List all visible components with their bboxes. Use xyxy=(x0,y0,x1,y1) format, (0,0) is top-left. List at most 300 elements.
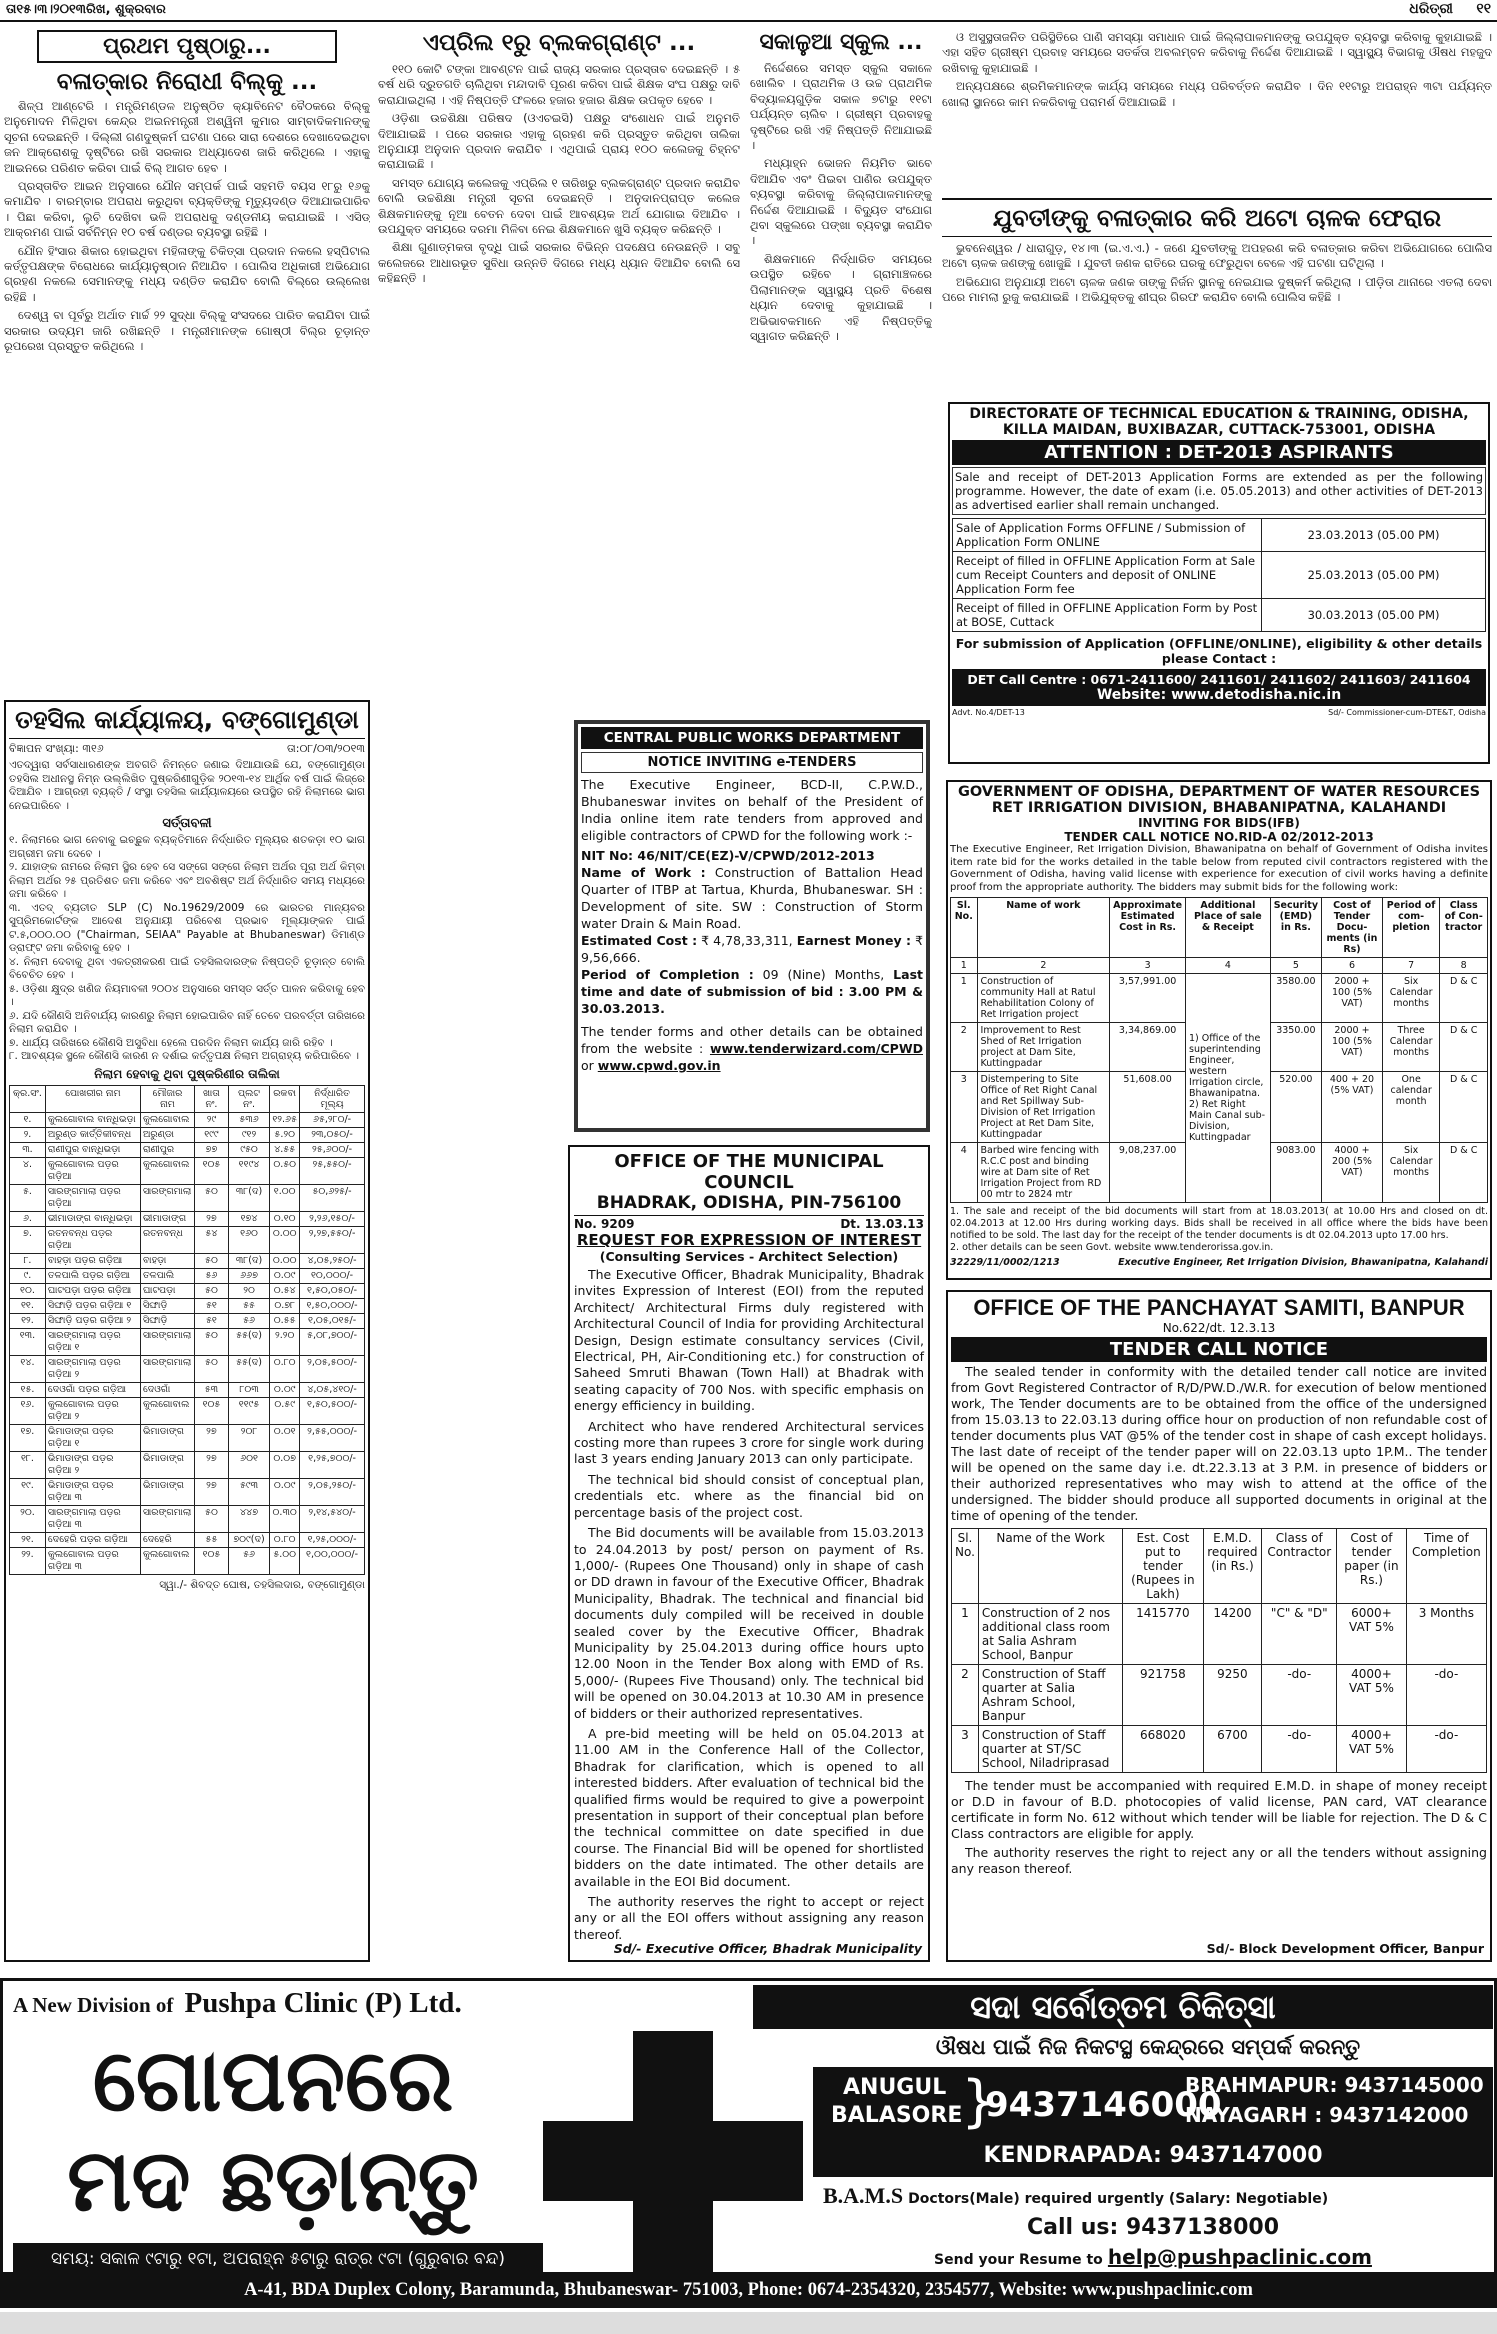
table-row xyxy=(10,1397,365,1424)
anugul-label: ANUGUL xyxy=(843,2075,947,2100)
cell: ୩୮(ଦ) xyxy=(228,1253,269,1268)
cell: 3 Months xyxy=(1406,1604,1486,1665)
cell: ୫୦ xyxy=(195,1328,229,1355)
cell: ୦.୫୦ xyxy=(270,1157,300,1184)
det-website-link[interactable]: Website: www.detodisha.nic.in xyxy=(1096,687,1342,703)
label: Last time and date of submission of bid : xyxy=(581,967,923,999)
cell: 4000 + 200 (5% VAT) xyxy=(1322,1143,1383,1203)
cell: -do- xyxy=(1406,1726,1486,1773)
cell: -do- xyxy=(1262,1726,1337,1773)
cell: ୬. xyxy=(10,1211,46,1226)
bams-line xyxy=(823,2183,1493,2209)
email-link[interactable]: help@pushpaclinic.com xyxy=(1107,2245,1372,2269)
cell: ୧୩. xyxy=(10,1328,46,1355)
note-item: 2. other details can be seen Govt. website www.tenderorissa.gov.in. xyxy=(950,1242,1274,1253)
cell: ୦.୫୫ xyxy=(270,1313,300,1328)
schedule-label: Sale of Application Forms OFFLINE / Submission of Application Form ONLINE xyxy=(953,519,1262,552)
cell: ୨୭ xyxy=(195,1478,229,1505)
cell: ଭିମାଡାଙ୍ଗ ପଡ଼ର ଗଡ଼ିଆ ୧ xyxy=(45,1424,140,1451)
col-header: Cost of tender paper (in Rs.) xyxy=(1337,1529,1407,1604)
label: Earnest Money : xyxy=(796,933,912,948)
bhadrak-meta xyxy=(574,1215,924,1231)
cell: କୁଲଗୋବାଲ xyxy=(140,1397,194,1424)
cell: ୯୫୦ xyxy=(228,1142,269,1157)
cell: ସାରଙ୍ଗମାଲା xyxy=(140,1184,194,1211)
tehsil-notice xyxy=(4,700,370,1962)
timing: ସମୟ: ସକାଳ ୯ଟାରୁ ୧ଟା, ଅପରାହ୍ନ ୫ଟାରୁ ରାତ୍ର ୯ଟା (ଗୁରୁବାର ବନ୍ଦ) xyxy=(51,2249,505,2269)
col-header: Period of com-pletion xyxy=(1382,898,1439,958)
cell: ୧୨.୬୫ xyxy=(270,1112,300,1127)
cell: 1 xyxy=(952,1604,979,1665)
cell: ୫୫(ଦ) xyxy=(228,1355,269,1382)
schedule-date: 30.03.2013 (05.00 PM) xyxy=(1262,599,1486,632)
headline: ସକାଳୁଆ ସ୍କୁଲ ... xyxy=(759,30,923,55)
timing-bar xyxy=(13,2243,543,2275)
water-signature: Executive Engineer, Ret Irrigation Division, Bhawanipatna, Kalahandi xyxy=(1118,1257,1488,1268)
cell: ୧୬. xyxy=(10,1397,46,1424)
cell: ବାହଡ଼ା xyxy=(140,1253,194,1268)
col-header: Sl. No. xyxy=(951,898,978,958)
cell: ୧୧୯୫ xyxy=(228,1397,269,1424)
banpur-tcn: TENDER CALL NOTICE xyxy=(951,1337,1487,1362)
para: ଶିଳ୍ପ ଆଣ୍ଟେରି । ମନ୍ତ୍ରିମଣ୍ଡଳ ଅନୁଷ୍ଠିତ କ୍ୟାବିନେଟ ବୈଠକରେ ବିଲ୍‌କୁ ଅନୁମୋଦନ ମିଳିଥିବା କେନ୍ଦ୍ର ଅଇନମନ୍ତ୍ରୀ ଅଶ୍ୱିନୀ କୁମାର ସାମ୍ବାଦିକମାନଙ୍କୁ ସୂଚନା ଦେଇଛନ୍ତି । ଦିଲ୍ଲୀ ଗଣଦୁଷ୍କର୍ମ ଘଟଣା ପରେ ସାରା ଦେଶରେ ଦେଖାଦେଇଥିବା ଜନ ଆକ୍ରୋଶକୁ ଦୃଷ୍ଟିରେ ରଖି ସରକାର ଅଧ୍ୟାଦେଶ ଜାରି କରିଥିଲେ । ଏହାକୁ ଆଇନରେ ପରିଣତ କରିବା ପାଇଁ ବିଲ୍ ଆଗତ ହେବ । xyxy=(4,99,370,175)
cell: 4000+ VAT 5% xyxy=(1337,1726,1407,1773)
cell: ୧୬୦ xyxy=(228,1226,269,1253)
para: The Bid documents will be available from 15.03.2013 to 24.04.2013 by post/ person on payment of Rs. 1,000/- (Rupees One Thousand) only in shape of cash or DD drawn in favour of the Executive Officer, Bhadrak Municipality, Bhadrak. The technical and financial bid documents duly compiled will be received in double sealed cover by the Executive Officer, Bhadrak Municipality by 25.04.2013 during office hours upto 12.00 Noon in the Tender Box along with EMD of Rs. 5,000/- (Rupees Five Thousand) only. The technical bid will be opened on 30.04.2013 at 10.30 AM in presence of bidders or their authorized representatives. xyxy=(574,1525,924,1721)
cell: ୫.୨୦ xyxy=(270,1127,300,1142)
slogan-bar xyxy=(753,1985,1493,2029)
para: The authority reserves the right to accept or reject any or all the EOI offers without assigning any reason thereof. xyxy=(574,1894,924,1942)
cell: ୦.୫୪ xyxy=(270,1283,300,1298)
call-centre-text: DET Call Centre : 0671-2411600/ 2411601/ 2411602/ 2411603/ 2411604 xyxy=(967,672,1471,687)
tenderwizard-link[interactable]: www.tenderwizard.com/CPWD xyxy=(709,1041,923,1056)
cell: 3,34,869.00 xyxy=(1110,1023,1186,1072)
cell: କୁଲଗୋବାଲ ବାନ୍ଧିଭଡ଼ା xyxy=(45,1112,140,1127)
para: ଅନ୍ୟପକ୍ଷରେ ଶ୍ରମିକମାନଙ୍କ କାର୍ଯ୍ୟ ସମୟରେ ମଧ୍ୟ ପରିବର୍ତ୍ତନ କରାଯିବ । ଦିନ ୧୧ଟାରୁ ଅପରାହ୍ନ ୩ଟା ପର୍ଯ୍ୟନ୍ତ ଖୋଲା ସ୍ଥାନରେ କାମ ନକରିବାକୁ ପରାମର୍ଶ ଦିଆଯାଇଛି । xyxy=(942,79,1492,109)
para: A pre-bid meeting will be held on 05.04.2013 at 11.00 AM in the Conference Hall of the Collector, Bhadrak for clarification, which is opened to all interested bidders. After evaluation of technical bid the qualified firms would be required to give a powerpoint presentation in support of their conceptual plan before the technical committee on date specified in due course. The Financial Bid will be opened for shortlisted bidders on the date intimated. The other details are available in the EOI Bid document. xyxy=(574,1725,924,1889)
bams-text: Doctors(Male) required urgently (Salary: Negotiable) xyxy=(908,2191,1329,2207)
cell: ୪,୦୫,୪୧୦/- xyxy=(300,1382,365,1397)
cell: ଘାଟପଡ଼ା ପଡ଼ର ଗଡ଼ିଆ xyxy=(45,1283,140,1298)
cell: ୦.୫୯ xyxy=(270,1397,300,1424)
cell: ୫୦ xyxy=(195,1505,229,1532)
cell: ସାରଙ୍ଗମାଲା ପଡ଼ର ଗଡ଼ିଆ ୧ xyxy=(45,1328,140,1355)
col-header: Class of Contractor xyxy=(1262,1529,1337,1604)
resume-text: Send your Resume to xyxy=(934,2252,1103,2268)
table-header-row xyxy=(10,1085,365,1112)
ref-date: Dt. 13.03.13 xyxy=(840,1217,924,1231)
label: Estimated Cost : xyxy=(581,933,698,948)
para: ଓ ଅସୁସ୍ଥତାଜନିତ ପରିସ୍ଥିତିରେ ପାଣି ସମସ୍ୟା ସମାଧାନ ପାଇଁ ଜିଲ୍ଲାପାଳମାନଙ୍କୁ ଉପଯୁକ୍ତ ବ୍ୟବସ୍ଥା କରିବାକୁ କୁହାଯାଇଛି । ଏହା ସହିତ ଗ୍ରୀଷ୍ମ ପ୍ରବାହ ସମୟରେ ସତର୍କତା ଅବଲମ୍ବନ କରିବାକୁ ନିର୍ଦ୍ଦେଶ ଦିଆଯାଇଛି । ସ୍ୱାସ୍ଥ୍ୟ ବିଭାଗକୁ ଔଷଧ ମହଜୁଦ ରଖିବାକୁ କୁହାଯାଇଛି । xyxy=(942,30,1492,75)
cpwd-cost xyxy=(581,932,923,966)
cell: ୫. xyxy=(10,1184,46,1211)
notice-intro: ଏତଦ୍ୱାରା ସର୍ବସାଧାରଣଙ୍କ ଅବଗତି ନିମନ୍ତେ ଜଣାଇ ଦିଆଯାଉଛି ଯେ, ବଙ୍ଗୋମୁଣ୍ଡା ତହସିଲ ଅଧୀନସ୍ଥ ନିମ୍ନ ଉଲ୍ଲିଖିତ ପୁଷ୍କରିଣୀଗୁଡ଼ିକ ୨୦୧୩-୧୪ ଆର୍ଥିକ ବର୍ଷ ପାଇଁ ଲିଜ୍‌ରେ ଦିଆଯିବ । ଆଗ୍ରହୀ ବ୍ୟକ୍ତି / ସଂସ୍ଥା ତହସିଲ କାର୍ଯ୍ୟାଳୟରେ ଉପସ୍ଥିତ ରହି ନିଲାମରେ ଭାଗ ନେଇପାରିବେ । xyxy=(9,759,365,812)
cell: ୫୪ xyxy=(195,1226,229,1253)
cell: ୩୮(ଦ) xyxy=(228,1184,269,1211)
cell: ୨,୨୬,୧୫୦/- xyxy=(300,1211,365,1226)
table-row xyxy=(10,1184,365,1211)
tehsil-signature: ସ୍ୱା./- ଶିବଦ୍ତ ଘୋଷ, ତହସିଲଦାର, ବଙ୍ଗୋମୁଣ୍ଡା xyxy=(159,1578,365,1591)
table-row xyxy=(10,1547,365,1574)
table-row xyxy=(10,1142,365,1157)
col-number: 5 xyxy=(1270,958,1321,974)
cell: 9083.00 xyxy=(1270,1143,1321,1203)
table-row xyxy=(10,1424,365,1451)
cell: କୁଲଗୋବାଲ xyxy=(140,1112,194,1127)
address-bar xyxy=(0,2272,1497,2308)
cpwd-title: CENTRAL PUBLIC WORKS DEPARTMENT xyxy=(581,727,923,749)
cell: D & C xyxy=(1440,1072,1488,1143)
cell: ୦.୮୦ xyxy=(270,1532,300,1547)
headline: ତହସିଲ କାର୍ଯ୍ୟାଳୟ, ବଙ୍ଗୋମୁଣ୍ଡା xyxy=(9,705,365,739)
article-auto-driver xyxy=(942,198,1492,398)
or-text: or xyxy=(581,1058,594,1073)
cell: କୁଲଗୋବାଲ ପଡ଼ର ଗଡ଼ିଆ ୨ xyxy=(45,1397,140,1424)
cell: ୪. xyxy=(10,1157,46,1184)
value: Construction of Battalion Head Quarter of ITBP at Tartua, Khurda, Bhubaneswar. SH : Development of site. SW : Construction of Storm water Drain & Main Road. xyxy=(581,865,923,931)
table-row xyxy=(952,1604,1487,1665)
cell: 2 xyxy=(951,1023,978,1072)
cell: Barbed wire fencing with R.C.C post and binding wire at Dam site of Ret Irrigation Project from RD 00 mtr to 2824 mtr xyxy=(977,1143,1110,1203)
cell: ୧,୦୦,୦୦୦/- xyxy=(300,1547,365,1574)
condition-item: ୫. ଓଡ଼ିଶା କ୍ଷୁଦ୍ର ଖଣିଜ ନିୟମାବଳୀ ୨୦୦୪ ଅନୁସାରେ ସମସ୍ତ ସର୍ତ୍ତ ପାଳନ କରିବାକୁ ହେବ । xyxy=(9,982,365,1008)
kicker-box xyxy=(37,30,337,63)
cell: ୪.୫୫ xyxy=(270,1142,300,1157)
det-line2: KILLA MAIDAN, BUXIBAZAR, CUTTACK-753001, ODISHA xyxy=(1002,422,1436,438)
cell: ରତନବନ୍ଧ ପଡ଼ର ଗଡ଼ିଆ xyxy=(45,1226,140,1253)
cross-icon xyxy=(543,2031,803,2291)
water-footer xyxy=(950,1257,1488,1268)
conditions-title: ସର୍ତ୍ତାବଳୀ xyxy=(162,816,212,831)
table-row xyxy=(10,1157,365,1184)
value: 3.00 PM & 30.03.2013. xyxy=(581,984,923,1016)
cell: ୨. xyxy=(10,1127,46,1142)
cell: ୬୬୭ xyxy=(228,1268,269,1283)
cell: କୁଲଗୋବାଲ ପଡ଼ର ଗଡ଼ିଆ ୩ xyxy=(45,1547,140,1574)
water-ifb: INVITING FOR BIDS(IFB) xyxy=(1138,816,1300,830)
eoi-consult: (Consulting Services - Architect Selection) xyxy=(599,1249,899,1264)
table-row xyxy=(10,1253,365,1268)
para: ଓଡ଼ିଶା ଉଚ୍ଚଶିକ୍ଷା ପରିଷଦ (ଓଏଚଇସି) ପକ୍ଷରୁ ସଂଶୋଧନ ପାଇଁ ଅନୁମତି ଦିଆଯାଇଛି । ପରେ ସରକାର ଏହାକୁ ଗ୍ରହଣ କରି ପ୍ରସ୍ତୁତ କରିଥିବା ତାଲିକା ଅନୁଯାୟୀ ଅନୁଦାନ ପ୍ରଦାନ କରାଯିବ । ଏଥିପାଇଁ ପ୍ରାୟ ୧୦୦ କଲେଜକୁ ଚିହ୍ନଟ କରାଯାଇଛି । xyxy=(378,111,740,172)
paper-name: ଧରିତ୍ରୀ xyxy=(1409,1,1453,17)
cell: Distempering to Site Office of Ret Right Canal and Ret Spillway Sub-Division of Ret Irrigation Project at Ret Dam Site, Kuttingpadar xyxy=(977,1072,1110,1143)
col-header: ଖାତା ନଂ. xyxy=(195,1085,229,1112)
cell: ଭିମାଡାଙ୍ଗ xyxy=(140,1451,194,1478)
cell: ୫୦ xyxy=(195,1253,229,1268)
cell: ୫୫ xyxy=(228,1298,269,1313)
para: The technical bid should consist of conceptual plan, credentials etc. where as the financial bid on percentage basis of the project cost. xyxy=(574,1471,924,1520)
cell: ୧,୨୫,୭୦୦/- xyxy=(300,1451,365,1478)
cell: ୨,୦୫,୨୫୦/- xyxy=(300,1478,365,1505)
table-row xyxy=(953,552,1486,599)
para: ପ୍ରସ୍ତାବିତ ଆଇନ ଅନୁସାରେ ଯୌନ ସମ୍ପର୍କ ପାଇଁ ସହମତି ବୟସ ୧୮ରୁ ୧୬କୁ କମାଯିବ । ବାରମ୍ବାର ଅପରାଧ କରୁଥିବା ବ୍ୟକ୍ତିଙ୍କୁ ମୃତ୍ୟୁଦଣ୍ଡ ଦିଆଯାଇପାରିବ । ପିଛା କରିବା, ଲୁଚି ଦେଖିବା ଭଳି ଅପରାଧକୁ ଦଣ୍ଡନୀୟ କରାଯାଇଛି । ଏସିଡ୍ ଆକ୍ରମଣ ପାଇଁ ସର୍ବନିମ୍ନ ୧୦ ବର୍ଷ ଦଣ୍ଡର ବ୍ୟବସ୍ଥା ରହିଛି । xyxy=(4,179,370,240)
resume-line xyxy=(813,2245,1493,2269)
water-title2: RET IRRIGATION DIVISION, BHABANIPATNA, KALAHANDI xyxy=(991,800,1447,816)
cpwd-body xyxy=(581,776,923,1074)
col-number: 6 xyxy=(1322,958,1383,974)
headline: ବଳାତ୍କାର ନିରୋଧୀ ବିଲ୍‌କୁ ... xyxy=(56,69,318,95)
table-row xyxy=(10,1226,365,1253)
table-row xyxy=(952,1726,1487,1773)
col-number: 8 xyxy=(1440,958,1488,974)
nayagarh-phone: NAYAGARH : 9437142000 xyxy=(1185,2103,1469,2127)
cell: ୧୧୯୪ xyxy=(228,1157,269,1184)
value: 09 (Nine) Months, xyxy=(762,967,885,982)
cell: ଭିମାଡାଙ୍ଗ ପଡ଼ର ଗଡ଼ିଆ ୩ xyxy=(45,1478,140,1505)
det-call-centre xyxy=(952,669,1486,706)
cell: ୫୦ xyxy=(195,1283,229,1298)
cell: "C" & "D" xyxy=(1262,1604,1337,1665)
cell: ଭିମାଡାଙ୍ଗ xyxy=(140,1478,194,1505)
cell: ୧୨. xyxy=(10,1313,46,1328)
cell: ଦେଓଗାଁ ପଡ଼ର ଗଡ଼ିଆ xyxy=(45,1382,140,1397)
cell: ୫୬ xyxy=(228,1547,269,1574)
slogan: ସଦା ସର୍ବୋତ୍ତମ ଚିକିତ୍ସା xyxy=(970,1987,1276,2026)
article-school xyxy=(750,30,932,690)
col-header: Additional Place of sale & Receipt xyxy=(1186,898,1271,958)
advt-number: Advt. No.4/DET-13 xyxy=(952,708,1025,717)
cell: ୪୪୭ xyxy=(228,1505,269,1532)
banpur-work-table xyxy=(951,1528,1487,1773)
col-header: ରକବା xyxy=(270,1085,300,1112)
cell: ୨୦ xyxy=(228,1283,269,1298)
cpwd-subtitle: NOTICE INVITING e-TENDERS xyxy=(581,752,923,773)
pushpa-clinic-ad xyxy=(0,1978,1497,2308)
page-bottom-strip xyxy=(0,2312,1497,2334)
banpur-tender xyxy=(946,1290,1492,1962)
cell: ୪,୦୫,୨୫୦/- xyxy=(300,1253,365,1268)
bams-label: B.A.M.S xyxy=(823,2183,904,2208)
schedule-label: Receipt of filled in OFFLINE Application Form by Post at BOSE, Cuttack xyxy=(953,599,1262,632)
cell: ଭିମାଡାଙ୍ଗ ପଡ଼ର ଗଡ଼ିଆ ୨ xyxy=(45,1451,140,1478)
cell: ୧୪. xyxy=(10,1355,46,1382)
conditions-list xyxy=(9,834,365,1064)
table-row xyxy=(953,519,1486,552)
col-header: ପ୍ଲଟ ନଂ. xyxy=(228,1085,269,1112)
cell: ୧୯. xyxy=(10,1478,46,1505)
table-row xyxy=(10,1532,365,1547)
phone-panel xyxy=(813,2067,1493,2177)
value: ₹ 9,56,666. xyxy=(581,933,924,965)
cell: ୦.୦୦ xyxy=(270,1226,300,1253)
cell: ୦.୧୦ xyxy=(270,1211,300,1226)
cell: ବାହଡ଼ା ପଡ଼ର ଗଡ଼ିଆ xyxy=(45,1253,140,1268)
cell: ରତନବନ୍ଧ xyxy=(140,1226,194,1253)
cell: 6000+ VAT 5% xyxy=(1337,1604,1407,1665)
cell: ସିଙ୍ଘାଡ଼ି xyxy=(140,1313,194,1328)
notice-meta xyxy=(9,742,365,756)
masthead xyxy=(0,0,1497,22)
cell: Construction of Staff quarter at ST/SC School, Niladriprasad xyxy=(978,1726,1122,1773)
table-row xyxy=(952,1665,1487,1726)
water-tcn: TENDER CALL NOTICE NO.RID-A 02/2012-2013 xyxy=(1064,830,1374,844)
cpwd-work xyxy=(581,864,923,932)
cell: ଭୀମାଡାଙ୍ଗ xyxy=(140,1211,194,1226)
col-header: Time of Completion xyxy=(1406,1529,1486,1604)
cell: ସାରଙ୍ଗମାଲା ପଡ଼ର ଗଡ଼ିଆ ୩ xyxy=(45,1505,140,1532)
cell: -do- xyxy=(1262,1665,1337,1726)
cell: କୁଲଗୋବାଲ ପଡ଼ର ଗଡ଼ିଆ xyxy=(45,1157,140,1184)
kicker: ପ୍ରଥମ ପୃଷ୍ଠାରୁ... xyxy=(103,34,271,59)
para: ଶିକ୍ଷା ଗୁଣାତ୍ମକତା ବୃଦ୍ଧି ପାଇଁ ସରକାର ବିଭିନ୍ନ ପଦକ୍ଷେପ ନେଉଛନ୍ତି । ସବୁ କଲେଜରେ ଆଧାରଭୂତ ସୁବିଧା ଉନ୍ନତି ଦିଗରେ ମଧ୍ୟ ଧ୍ୟାନ ଦିଆଯିବ ବୋଲି ସେ କହିଛନ୍ତି । xyxy=(378,240,740,286)
bhadrak-body xyxy=(574,1267,924,1943)
address: A-41, BDA Duplex Colony, Baramunda, Bhubaneswar- 751003, Phone: 0674-2354320, 2354577, Website: www.pushpaclinic.com xyxy=(244,2279,1253,2300)
cpwd-link[interactable]: www.cpwd.gov.in xyxy=(597,1058,721,1073)
para: Architect who have rendered Architectural services costing more than rupees 3 crore for single work during last 3 years ending January 2013 can only participate. xyxy=(574,1418,924,1467)
bhadrak-subtitle: BHADRAK, ODISHA, PIN-756100 xyxy=(596,1193,902,1213)
table-row xyxy=(10,1478,365,1505)
label: Name of Work : xyxy=(581,865,706,880)
cell: ସାରଙ୍ଗମାଲା ପଡ଼ର ଗଡ଼ିଆ xyxy=(45,1184,140,1211)
cell: ସାରଙ୍ଗମାଲା xyxy=(140,1328,194,1355)
col-header: Name of work xyxy=(977,898,1110,958)
cell: ୨,୧୪,୫୪୦/- xyxy=(300,1505,365,1532)
para: The Executive Officer, Bhadrak Municipality, Bhadrak invites Expression of Interest (EOI) from the reputed Architect/ Architectural Firms duly registered with Architectural Council of India for providing Architectural Design, Design estimate consultancy services (Civil, Electrical, PH, Air-Conditioning etc.) for construction of Saheed Smruti Bhawan (Town Hall) at Bhadrak with seating capacity of 700 Nos. with specific emphasis on energy efficiency in building. xyxy=(574,1267,924,1414)
cell: ଅରୁଣ୍ଡା xyxy=(140,1127,194,1142)
cell: ୫,୦୮,୭୦୦/- xyxy=(300,1328,365,1355)
notice-date: ତା:୦୮/୦୩/୨୦୧୩ xyxy=(287,742,365,755)
schedule-label: Receipt of filled in OFFLINE Application Form at Sale cum Receipt Counters and deposit of ONLINE Application Form fee xyxy=(953,552,1262,599)
cell: ୫୦ xyxy=(195,1355,229,1382)
table-row xyxy=(10,1268,365,1283)
cell: ଘାଟପଡ଼ା xyxy=(140,1283,194,1298)
cell: ସିଙ୍ଘାଡ଼ି xyxy=(140,1298,194,1313)
cell: ୧୦୫ xyxy=(195,1547,229,1574)
col-header: Security (EMD) in Rs. xyxy=(1270,898,1321,958)
cell: 6700 xyxy=(1203,1726,1262,1773)
cell: ସାରଙ୍ଗମାଲା xyxy=(140,1505,194,1532)
cell: Construction of Staff quarter at Salia Ashram School, Banpur xyxy=(978,1665,1122,1726)
banpur-signature: Sd/- Block Development Officer, Banpur xyxy=(1206,1941,1484,1956)
call-us: Call us: 9437138000 xyxy=(1026,2215,1280,2240)
article-blockgrant xyxy=(378,30,740,690)
cell: ୬୦୧ xyxy=(228,1451,269,1478)
cell: କୁଲଗୋବାଲ xyxy=(140,1157,194,1184)
banpur-para3: The authority reserves the right to reject any or all the tenders without assigning any reason thereof. xyxy=(951,1845,1487,1876)
cell: 3350.00 xyxy=(1270,1023,1321,1072)
division-text: A New Division of xyxy=(13,1993,174,2017)
table-row xyxy=(10,1211,365,1226)
para: ଅଭିଯୋଗ ଅନୁଯାୟୀ ଅଟୋ ଚାଳକ ଜଣକ ତାଙ୍କୁ ନିର୍ଜନ ସ୍ଥାନକୁ ନେଇଯାଇ ଦୁଷ୍କର୍ମ କରିଥିଲା । ପୀଡ଼ିତା ଥାନାରେ ଏତଲା ଦେବା ପରେ ମାମଲା ରୁଜୁ କରାଯାଇଛି । ଅଭିଯୁକ୍ତକୁ ଶୀଘ୍ର ଗିରଫ କରାଯିବ ବୋଲି ପୋଲିସ କହିଛି । xyxy=(942,274,1492,305)
value: ₹ 4,78,33,311, xyxy=(701,933,793,948)
ref-number: No. 9209 xyxy=(574,1217,635,1231)
cell: -do- xyxy=(1406,1665,1486,1726)
col-number: 4 xyxy=(1186,958,1271,974)
cell: ୨୭ xyxy=(195,1451,229,1478)
table-number-row xyxy=(951,958,1488,974)
cell: 4000+ VAT 5% xyxy=(1337,1665,1407,1726)
note-item: 1. The sale and receipt of the bid documents will start from at 18.03.2013( at 10.00 Hrs and closed on dt. 02.04.2013 at 12.00 Hrs during working days. Bids shall be received in all office where the bids have been notified to be sold. The last day for the receipt of the tender documents is dt 02.04.2013 upto 17.00 hrs. xyxy=(950,1206,1488,1241)
cell: 1 xyxy=(951,974,978,1023)
cell: ୨୦. xyxy=(10,1505,46,1532)
cell: ୦.୩୦ xyxy=(270,1505,300,1532)
cell: Six Calendar months xyxy=(1382,974,1439,1023)
pond-table xyxy=(9,1085,365,1575)
cell: ୫୩ xyxy=(195,1382,229,1397)
cell: ୨୧. xyxy=(10,1532,46,1547)
col-number: 2 xyxy=(977,958,1110,974)
cell: 2000 + 100 (5% VAT) xyxy=(1322,1023,1383,1072)
page-number: ୧୧ xyxy=(1476,1,1491,17)
table-header-row xyxy=(951,898,1488,958)
balasore-label: BALASORE xyxy=(831,2103,963,2128)
water-resources-tender xyxy=(946,780,1492,1280)
table-row xyxy=(10,1505,365,1532)
cell: ୧.୦୦ xyxy=(270,1184,300,1211)
cell: ୧୭୪ xyxy=(228,1211,269,1226)
article-bill xyxy=(4,30,370,692)
cell: Three Calendar months xyxy=(1382,1023,1439,1072)
cell: ୦.୦୯ xyxy=(270,1268,300,1283)
table-row xyxy=(10,1283,365,1298)
table-row xyxy=(10,1298,365,1313)
col-header: Cost of Tender Docu-ments (in Rs) xyxy=(1322,898,1383,958)
cell: ୧୧. xyxy=(10,1298,46,1313)
company-name: Pushpa Clinic (P) Ltd. xyxy=(184,1987,462,2019)
cell: ୨.୨୦ xyxy=(270,1328,300,1355)
big-text-2: ମଦ ଛଡ଼ାନ୍ତୁ xyxy=(67,2131,479,2231)
bhadrak-title: OFFICE OF THE MUNICIPAL COUNCIL xyxy=(614,1151,884,1193)
footer-text: The tender forms and other details can be obtained from the website : xyxy=(581,1024,923,1056)
cell: 2 xyxy=(952,1665,979,1726)
cell: ଅରୁଣ୍ଡ କାର୍ତ୍ତିକୀବନ୍ଧ xyxy=(45,1127,140,1142)
cell: 4 xyxy=(951,1143,978,1203)
cell: ୧୦,୦୦୦/- xyxy=(300,1268,365,1283)
cell: ୯୧୨ xyxy=(228,1127,269,1142)
cell: ସିଙ୍ଘାଡ଼ି ପଡ଼ର ଗଡ଼ିଆ ୧ xyxy=(45,1298,140,1313)
cell: ୨,୦୫,୫୦୦/- xyxy=(300,1355,365,1382)
schedule-date: 25.03.2013 (05.00 PM) xyxy=(1262,552,1486,599)
cell: ୫୬ xyxy=(195,1268,229,1283)
table-row xyxy=(10,1328,365,1355)
notice-number: ବିଜ୍ଞାପନ ସଂଖ୍ୟା: ୩୧୬ xyxy=(9,742,104,755)
cell: ୦.୭୮ xyxy=(270,1298,300,1313)
headline: ଏପ୍ରିଲ ୧ରୁ ବ୍ଲକଗ୍ରାଣ୍ଟ ... xyxy=(422,30,696,56)
cell: ଦେହେରି ପଡ଼ର ଗଡ଼ିଆ xyxy=(45,1532,140,1547)
nit-number: NIT No: 46/NIT/CE(EZ)-V/CPWD/2012-2013 xyxy=(581,848,875,863)
col-number: 1 xyxy=(951,958,978,974)
cell: 3 xyxy=(951,1072,978,1143)
cell: Six Calendar months xyxy=(1382,1143,1439,1203)
cell: ୧,୫୦,୫୦୦/- xyxy=(300,1397,365,1424)
cell: D & C xyxy=(1440,1143,1488,1203)
label: Period of Completion : xyxy=(581,967,754,982)
cell: Construction of community Hall at Ratul Rehabilitation Colony of Ret Irrigation project xyxy=(977,974,1110,1023)
col-header: ପୋଖରୀର ନାମ xyxy=(45,1085,140,1112)
det-attention: ATTENTION : DET-2013 ASPIRANTS xyxy=(952,440,1486,465)
cell: ୧୮. xyxy=(10,1451,46,1478)
cell: ୫୧ xyxy=(195,1313,229,1328)
cell: ଭୀମାଡାଙ୍ଗ ବାନ୍ଧିଭଡ଼ା xyxy=(45,1211,140,1226)
table-row xyxy=(10,1112,365,1127)
cell: ୧୭. xyxy=(10,1424,46,1451)
cell: ୨,୨୭,୫୫୦/- xyxy=(300,1226,365,1253)
para: ମଧ୍ୟାହ୍ନ ଭୋଜନ ନିୟମିତ ଭାବେ ଦିଆଯିବ ଏବଂ ପିଇବା ପାଣିର ଉପଯୁକ୍ତ ବ୍ୟବସ୍ଥା କରିବାକୁ ଜିଲ୍ଲାପାଳମାନଙ୍କୁ ନିର୍ଦ୍ଦେଶ ଦିଆଯାଇଛି । ବିଦ୍ୟୁତ ସଂଯୋଗ ଥିବା ସ୍କୁଲରେ ପଙ୍ଖା ବ୍ୟବସ୍ଥା କରାଯିବ । xyxy=(750,156,932,248)
table-row xyxy=(10,1355,365,1382)
cell: ୨୦୮ xyxy=(228,1424,269,1451)
condition-item: ୧. ନିଲାମରେ ଭାଗ ନେବାକୁ ଇଚ୍ଛୁକ ବ୍ୟକ୍ତିମାନେ ନିର୍ଦ୍ଧାରିତ ମୂଲ୍ୟର ଶତକଡ଼ା ୧୦ ଭାଗ ଅଗ୍ରୀମ ଜମା ଦେବେ । xyxy=(9,834,365,860)
cell: ସିଙ୍ଘାଡ଼ି ପଡ଼ର ଗଡ଼ିଆ ୨ xyxy=(45,1313,140,1328)
cell: ୧,୦୫,୦୧୫/- xyxy=(300,1313,365,1328)
cell: ୭. xyxy=(10,1226,46,1253)
cell: ୫୬ xyxy=(228,1313,269,1328)
cell: ୨୫,୫୫୦/- xyxy=(300,1157,365,1184)
table-row xyxy=(10,1127,365,1142)
banpur-no: No.622/dt. 12.3.13 xyxy=(1162,1321,1276,1335)
cell: Improvement to Rest Shed of Ret Irrigation project at Dam Site, Kuttingpadar xyxy=(977,1023,1110,1072)
cell: ୫୦,୬୨୫/- xyxy=(300,1184,365,1211)
condition-item: ୨. ଯାହାଙ୍କ ନାମରେ ନିଲାମ ସ୍ଥିର ହେବ ସେ ସଙ୍ଗେ ସଙ୍ଗେ ନିଲାମ ଅର୍ଥର ପୂରା ଅର୍ଥ କିମ୍ବା ନିଲାମ ଅର୍ଥର ୨୫ ପ୍ରତିଶତ ଜମା କରିବେ ଏବଂ ଅବଶିଷ୍ଟ ଅର୍ଥ ନିର୍ଦ୍ଧାରିତ ସମୟ ମଧ୍ୟରେ ଜମା କରିବେ । xyxy=(9,861,365,900)
